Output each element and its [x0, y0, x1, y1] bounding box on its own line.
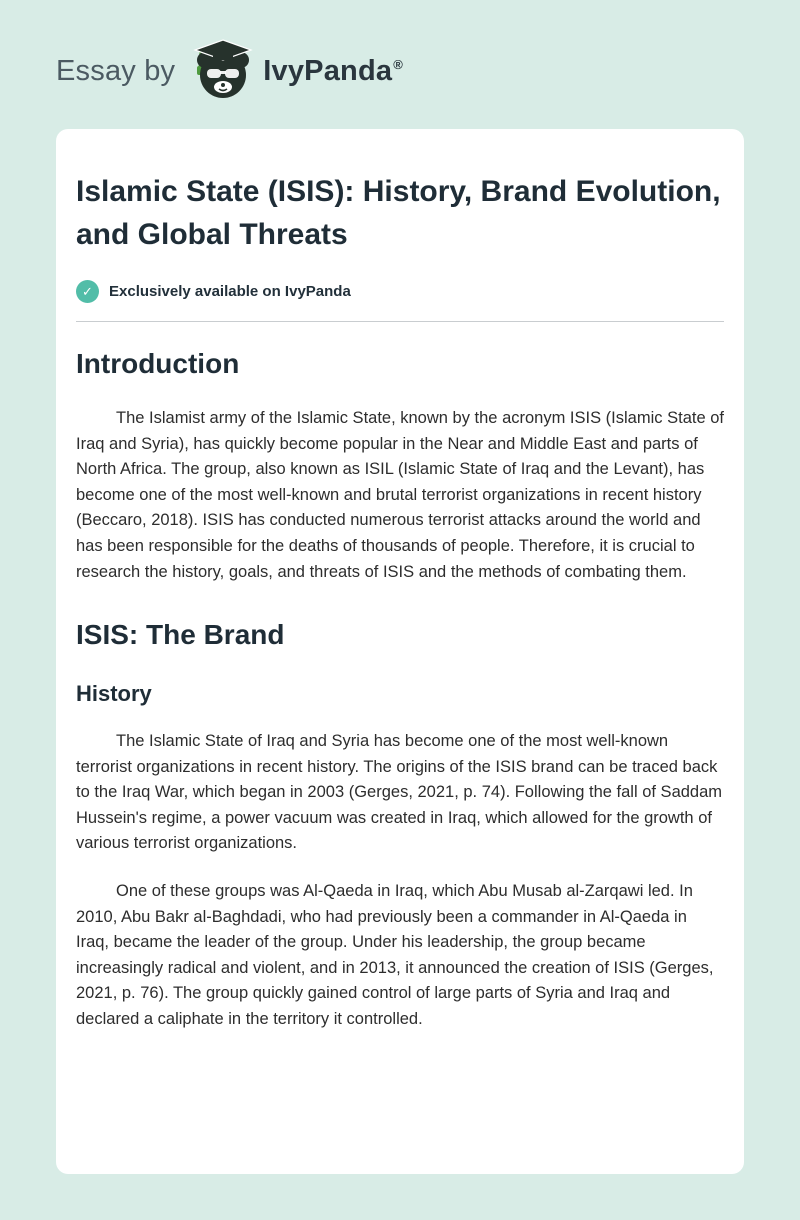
page-header [0, 0, 800, 129]
essay-by-label: Essay by [56, 55, 176, 87]
essay-card [56, 129, 744, 1174]
history-paragraph-1: The Islamic State of Iraq and Syria has become one of the most well-known terrorist organizations in recent history. The origins of the ISIS brand can be traced back to the Iraq War, which began in 2003 (Gerges, 2021, p. 74). Following the fall of Saddam Hussein's regime, a power vacuum was created in Iraq, which allowed for the growth of various terrorist organizations. [76, 732, 723, 853]
ivypanda-panda-graduate-logo-icon [189, 38, 263, 105]
check-icon: ✓ [76, 280, 99, 303]
brand-lockup[interactable] [189, 38, 403, 105]
page-title: Islamic State (ISIS): History, Brand Evolution, and Global Threats [76, 175, 721, 251]
availability-label: Exclusively available on IvyPanda [109, 283, 351, 301]
availability-badge [76, 280, 724, 303]
section-heading-isis-the-brand: ISIS: The Brand [76, 619, 285, 651]
subsection-heading-history: History [76, 681, 152, 707]
section-heading-introduction: Introduction [76, 348, 240, 380]
introduction-paragraph: The Islamist army of the Islamic State, known by the acronym ISIS (Islamic State of Iraq and Syria), has quickly become popular in the Near and Middle East and parts of North Africa. The group, also known as ISIL (Islamic State of Iraq and the Levant), has become one of the most well-known and brutal terrorist organizations in recent history (Beccaro, 2018). ISIS has conducted numerous terrorist attacks around the world and has been responsible for the deaths of thousands of people. Therefore, it is crucial to research the history, goals, and threats of ISIS and the methods of combating them. [76, 409, 724, 581]
brand-name: IvyPanda® [263, 55, 403, 87]
history-paragraph-2: One of these groups was Al-Qaeda in Iraq, which Abu Musab al-Zarqawi led. In 2010, Abu Bakr al-Baghdadi, who had previously been a commander in Al-Qaeda in Iraq, became the leader of the group. Under his leadership, the group became increasingly radical and violent, and in 2013, it announced the creation of ISIS (Gerges, 2021, p. 76). The group quickly gained control of large parts of Syria and Iraq and declared a caliphate in the territory it controlled. [76, 881, 714, 1028]
divider [76, 321, 724, 322]
registered-mark: ® [393, 57, 403, 73]
